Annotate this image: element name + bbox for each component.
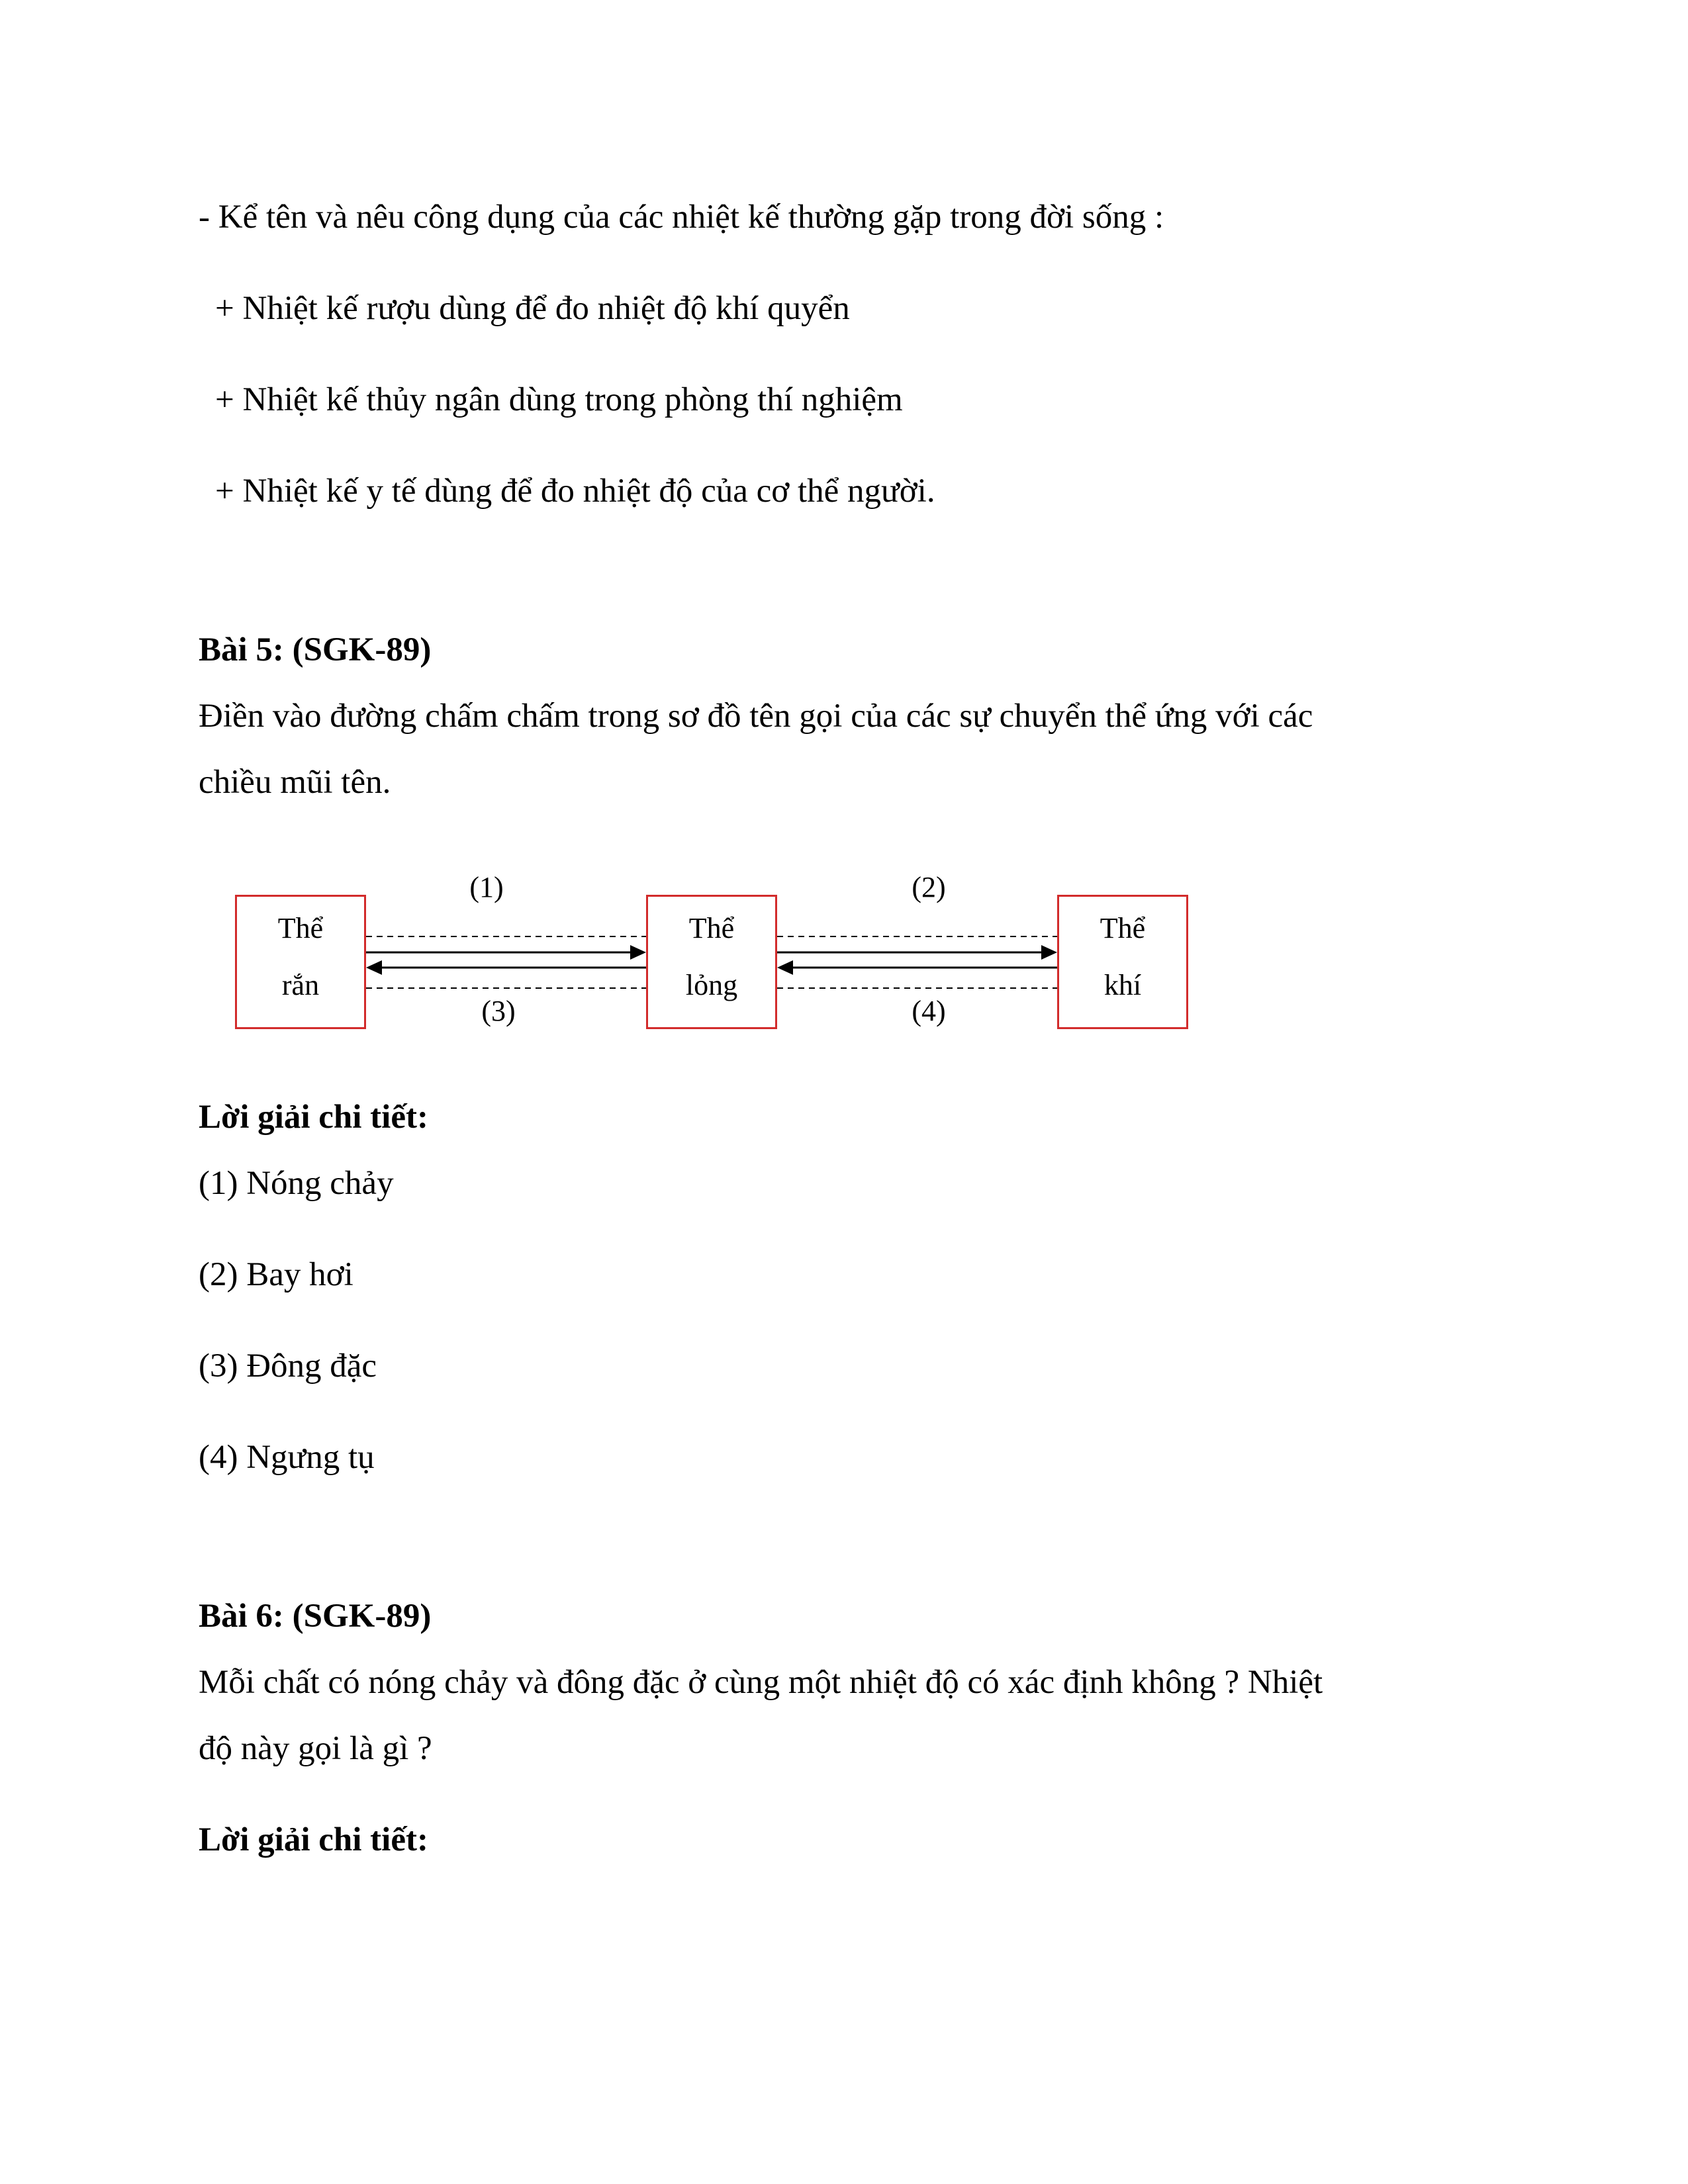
box-solid-line1: Thể — [277, 912, 324, 944]
bai5-question-line1: Điền vào đường chấm chấm trong sơ đồ tên gọi của các sự chuyển thể ứng với các — [199, 698, 1313, 735]
phase-change-diagram — [225, 867, 1205, 1059]
arrow-1-head — [630, 945, 646, 960]
bai5-title: Bài 5: (SGK-89) — [199, 631, 432, 668]
box-liquid-line1: Thể — [688, 912, 735, 944]
arrow-4-head — [777, 960, 793, 975]
answer-item: (1) Nóng chảy — [199, 1165, 394, 1202]
arrow-3-head — [366, 960, 382, 975]
label-3: (3) — [481, 995, 516, 1027]
bai6-question-line2: độ này gọi là gì ? — [199, 1730, 432, 1767]
box-solid — [235, 895, 366, 1029]
box-gas-line2: khí — [1103, 969, 1142, 1001]
bai6-question-line1: Mỗi chất có nóng chảy và đông đặc ở cùng một nhiệt độ có xác định không ? Nhiệt — [199, 1664, 1323, 1701]
box-liquid-line2: lỏng — [685, 969, 738, 1001]
bai6-solution-title: Lời giải chi tiết: — [199, 1821, 428, 1858]
label-4: (4) — [912, 995, 946, 1027]
intro-item: + Nhiệt kế rượu dùng để đo nhiệt độ khí quyển — [215, 290, 850, 327]
intro-item: + Nhiệt kế thủy ngân dùng trong phòng thí nghiệm — [215, 381, 903, 418]
answer-item: (2) Bay hơi — [199, 1256, 353, 1293]
bai5-solution-title: Lời giải chi tiết: — [199, 1099, 428, 1136]
box-gas-line1: Thể — [1100, 912, 1146, 944]
box-solid-line2: rắn — [281, 969, 320, 1001]
intro-heading: - Kể tên và nêu công dụng của các nhiệt kế thường gặp trong đời sống : — [199, 199, 1164, 236]
label-1: (1) — [469, 871, 504, 903]
bai6-title: Bài 6: (SGK-89) — [199, 1598, 432, 1635]
answer-item: (3) Đông đặc — [199, 1347, 377, 1385]
arrow-2-head — [1041, 945, 1057, 960]
box-liquid — [646, 895, 777, 1029]
label-2: (2) — [912, 871, 946, 903]
bai5-question-line2: chiều mũi tên. — [199, 764, 391, 801]
answer-item: (4) Ngưng tụ — [199, 1439, 375, 1476]
box-gas — [1057, 895, 1188, 1029]
intro-item: + Nhiệt kế y tế dùng để đo nhiệt độ của cơ thể người. — [215, 473, 935, 510]
